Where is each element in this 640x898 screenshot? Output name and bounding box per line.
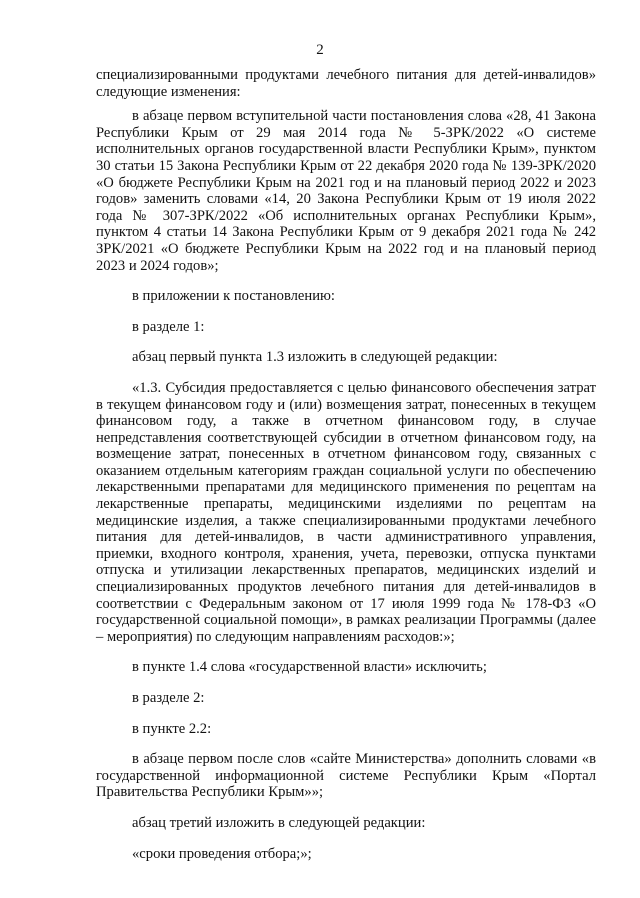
page-number: 2 — [316, 42, 324, 58]
paragraph-clause-2-2: в пункте 2.2: — [132, 720, 212, 737]
paragraph-appendix: в приложении к постановлению: — [132, 288, 335, 305]
paragraph-clause-1-3-intro: абзац первый пункта 1.3 изложить в следующей редакции: — [132, 349, 498, 366]
paragraph-section-1: в разделе 1: — [132, 318, 205, 335]
paragraph-intro: специализированными продуктами лечебного питания для детей-инвалидов» следующие изменения: — [96, 67, 596, 100]
paragraph-clause-1-3-text: «1.3. Субсидия предоставляется с целью финансового обеспечения затрат в текущем финансовом году и (или) возмещения затрат, понесенных в текущем финансовом году, а также в отчетном финансовом году, в случае непредставления соответствующей субсидии в отчетном финансовом году, на возмещение затрат, понесенных в отчетном финансовом году, связанных с оказанием отдельным категориям граждан социальной услуги по обеспечению лекарственными препаратами для медицинского применения по рецептам на лекарственные препараты, медицинскими изделиями по рецептам на медицинские изделия, а также специализированными продуктами лечебного питания для детей-инвалидов, в части административного управления, приемки, входного контроля, хранения, учета, перевозки, отпуска пунктами отпуска и утилизации лекарственных препаратов, медицинских изделий и специализированных продуктов лечебного питания для детей-инвалидов в соответствии с Федеральным законом от 17 июля 1999 года № 178-ФЗ «О государственной социальной помощи», в рамках реализации Программы (далее – мероприятия) по следующим направлениям расходов:»; — [96, 379, 596, 645]
paragraph-selection-deadlines: «сроки проведения отбора;»; — [132, 845, 312, 862]
paragraph-third-para-intro: абзац третий изложить в следующей редакции: — [132, 814, 426, 831]
document-body — [96, 67, 596, 870]
paragraph-preamble-amendment: в абзаце первом вступительной части постановления слова «28, 41 Закона Республики Крым от 29 мая 2014 года № 5-ЗРК/2022 «О системе исполнительных органов государственной власти Республики Крым», пунктом 30 статьи 15 Закона Республики Крым от 22 декабря 2020 года № 139-ЗРК/2020 «О бюджете Республики Крым на 2021 год и на плановый период 2022 и 2023 годов» заменить словами «14, 20 Закона Республики Крым от 19 июля 2022 года № 307-ЗРК/2022 «Об исполнительных органах Республики Крым», пунктом 4 статьи 14 Закона Республики Крым от 9 декабря 2021 года № 242 ЗРК/2021 «О бюджете Республики Крым на 2022 год и на плановый период 2023 и 2024 годов»; — [96, 108, 596, 274]
paragraph-clause-1-4: в пункте 1.4 слова «государственной власти» исключить; — [132, 659, 487, 676]
paragraph-section-2: в разделе 2: — [132, 690, 205, 706]
paragraph-first-para-amendment: в абзаце первом после слов «сайте Министерства» дополнить словами «в государственной информационной системе Республики Крым «Портал Правительства Республики Крым»»; — [96, 751, 596, 801]
